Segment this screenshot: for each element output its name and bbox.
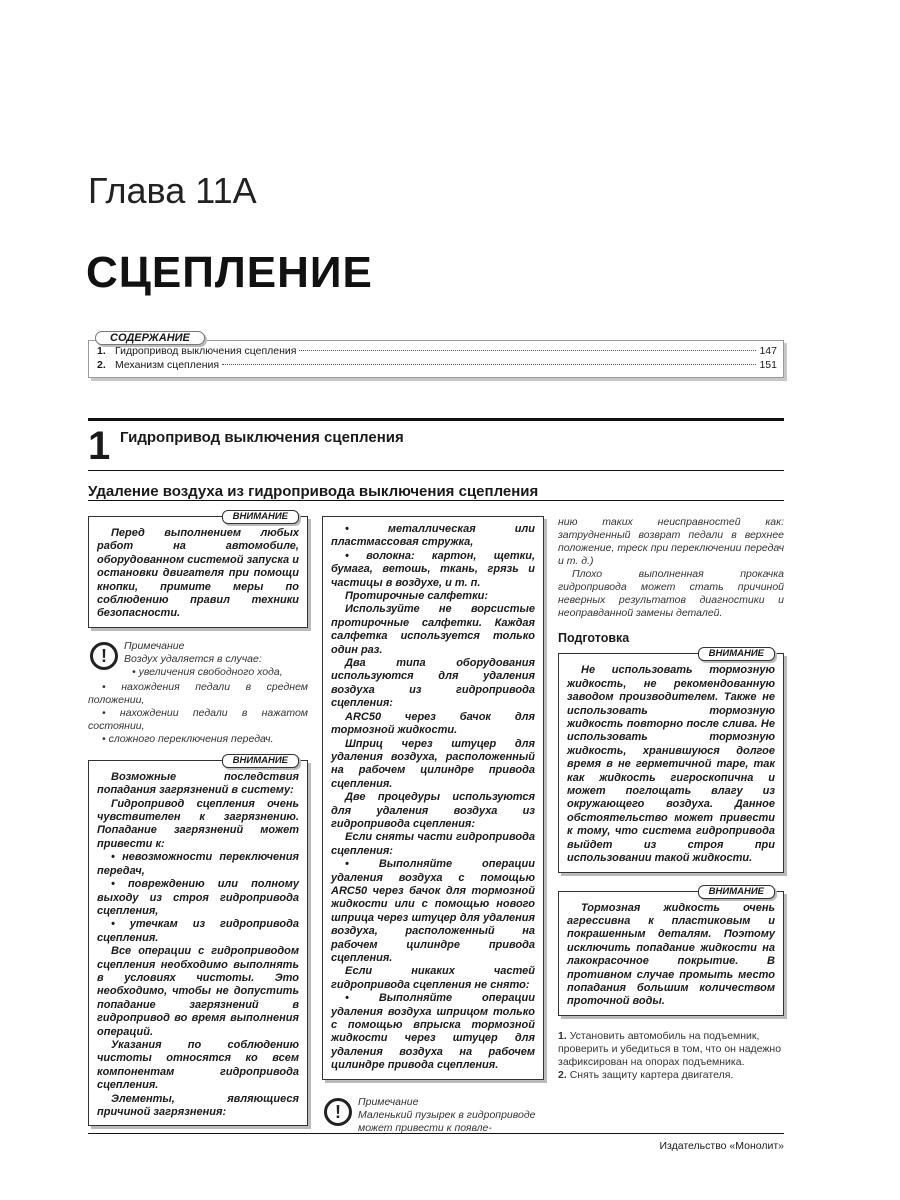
section-bottom-rule [88,470,784,471]
warning-tag: ВНИМАНИЕ [222,754,299,768]
toc-item-text: Механизм сцепления [115,359,220,371]
warning-box-continued [322,516,544,1080]
warning-paragraph: Используйте не ворсистые протирочные салфетки. Каждая салфетка используется только один раз. [331,603,535,656]
column-left [88,511,308,1126]
warning-paragraph: Две процедуры используются для удаления воздуха из гидропривода сцепления: [331,791,535,830]
subsection-title: Удаление воздуха из гидропривода выключения сцепления [88,483,539,500]
note-continuation [88,681,308,746]
warning-paragraph: Протирочные салфетки: [345,590,489,603]
note-line: • нахождении педали в нажатом состоянии, [88,706,308,732]
warning-paragraph: Все операции с гидроприводом сцепления необходимо выполнять в условиях чистоты. Это необходимо, чтобы не допустить попадание загрязнений в гидропривод во время выполнения операций. [97,945,299,1038]
warning-box [88,511,308,628]
warning-paragraph: • волокна: картон, щетки, бумага, ветошь, ткань, грязь и частицы в воздухе, и т. п. [331,549,535,589]
note-label: Примечание [124,639,185,652]
toc-item-page: 147 [759,345,777,357]
publisher-footer: Издательство «Монолит» [659,1140,784,1152]
warning-paragraph: Если никаких частей гидропривода сцепления не снято: [331,965,535,991]
step-text: Установить автомобиль на подъемник, проверить и убедиться в том, что он надежно зафиксирован на опорах подъемника. [558,1029,782,1068]
toc-item-text: Гидропривод выключения сцепления [115,345,297,357]
note-line: • увеличения свободного хода, [132,665,283,678]
toc-item-number: 1. [97,345,106,357]
warning-tag: ВНИМАНИЕ [698,885,775,899]
note-block [322,1096,544,1135]
toc-item[interactable] [97,359,777,372]
warning-paragraph: • невозможности переключения передач, [97,851,299,877]
section-title: Гидропривод выключения сцепления [120,429,404,446]
intro-text [558,516,784,620]
note-label: Примечание [358,1095,419,1108]
column-middle [322,516,544,1135]
footer-rule [88,1133,784,1134]
step-number: 1. [558,1029,567,1042]
step-text: Снять защиту картера двигателя. [569,1068,734,1081]
note-block [88,640,308,679]
page-title: СЦЕПЛЕНИЕ [86,248,373,297]
warning-text: Перед выполнением любых работ на автомобиле, оборудованном системой запуска и остановки двигателя при помощи кнопки, примите меры по соблюдению правил техники безопасности. [97,527,299,620]
section-number: 1 [88,424,111,468]
warning-paragraph: • Выполняйте операции удаления воздуха с помощью ARC50 через бачок для тормозной жидкости или с помощью нового шприца через штуцер для удаления воздуха, расположенный на рабочем цилиндре привода сцепления. [331,858,535,964]
section-top-rule [88,418,784,421]
warning-paragraph: • повреждению или полному выходу из строя гидропривода сцепления, [97,878,299,917]
table-of-contents [88,332,784,378]
warning-paragraph: • Выполняйте операции удаления воздуха шприцом только с помощью впрыска тормозной жидкости через штуцер для удаления воздуха на рабочем цилиндре привода сцепления. [331,992,535,1072]
note-line: • нахождения педали в среднем положении, [88,680,308,706]
column-right [558,516,784,1082]
paragraph: нию таких неисправностей как: затрудненный возврат педали в верхнее положение, треск при переключении передач и т. д.) [558,516,784,567]
steps-list [558,1030,784,1082]
warning-paragraph: Шприц через штуцер для удаления воздуха, расположенный на рабочем цилиндре привода сцепления. [331,737,535,790]
note-line: Воздух удаляется в случае: [124,652,262,665]
exclamation-icon: ! [90,642,118,670]
warning-text: Не использовать тормозную жидкость, не рекомендованную заводом производителем. Также не использовать тормозную жидкость повторно после слива. Не использовать тормозную жидкость, хранившуюся долгое время в не герметичной таре, так как жидкость гигроскопична и может поглощать влагу из окружающего воздуха. Данное обстоятельство может привести к тому, что система гидропривода выйдет из строя при использовании такой жидкости. [567,664,775,865]
toc-item-page: 151 [759,359,777,371]
warning-paragraph: Два типа оборудования используются для удаления воздуха из гидропривода сцепления: [331,657,535,710]
toc-leader-dots [299,350,756,351]
subsection-rule [88,500,784,501]
warning-tag: ВНИМАНИЕ [698,647,775,661]
warning-paragraph: Указания по соблюдению чистоты относятся ко всем компонентам гидропривода сцепления. [97,1038,299,1092]
step-number: 2. [558,1068,567,1081]
exclamation-icon: ! [324,1098,352,1126]
warning-paragraph: • металлическая или пластмассовая стружка, [331,523,535,549]
preparation-heading: Подготовка [558,631,630,645]
warning-paragraph: ARC50 через бачок для тормозной жидкости. [331,710,535,737]
step-item [558,1030,784,1069]
paragraph: Плохо выполненная прокачка гидропривода может стать причиной неверных результатов диагностики и неоправданной замены деталей. [558,568,784,619]
warning-box [558,885,784,1016]
toc-item[interactable] [97,345,777,358]
toc-leader-dots [222,364,756,365]
toc-item-number: 2. [97,359,106,371]
warning-text: Тормозная жидкость очень агрессивна к пластиковым и покрашенным деталям. Поэтому исключить попадание жидкости на лакокрасочное покрытие. В противном случае промыть место попадания большим количеством проточной воды. [567,901,775,1008]
chapter-heading: Глава 11А [88,170,257,211]
note-line: • сложного переключения передач. [102,732,274,745]
warning-tag: ВНИМАНИЕ [222,510,299,524]
warning-paragraph: Если сняты части гидропривода сцепления: [331,831,535,857]
warning-paragraph: Возможные последствия попадания загрязнений в систему: [97,770,299,797]
note-text: Маленький пузырек в гидроприводе может привести к появле- [358,1108,536,1134]
warning-box [558,648,784,872]
toc-label: СОДЕРЖАНИЕ [95,331,205,345]
warning-paragraph: Гидропривод сцепления очень чувствителен к загрязнению. Попадание загрязнений может привести к: [97,797,299,850]
warning-paragraph: • утечкам из гидропривода сцепления. [97,918,299,944]
warning-paragraph: Элементы, являющиеся причиной загрязнения: [97,1092,299,1118]
step-item [558,1069,784,1082]
warning-box [88,754,308,1127]
